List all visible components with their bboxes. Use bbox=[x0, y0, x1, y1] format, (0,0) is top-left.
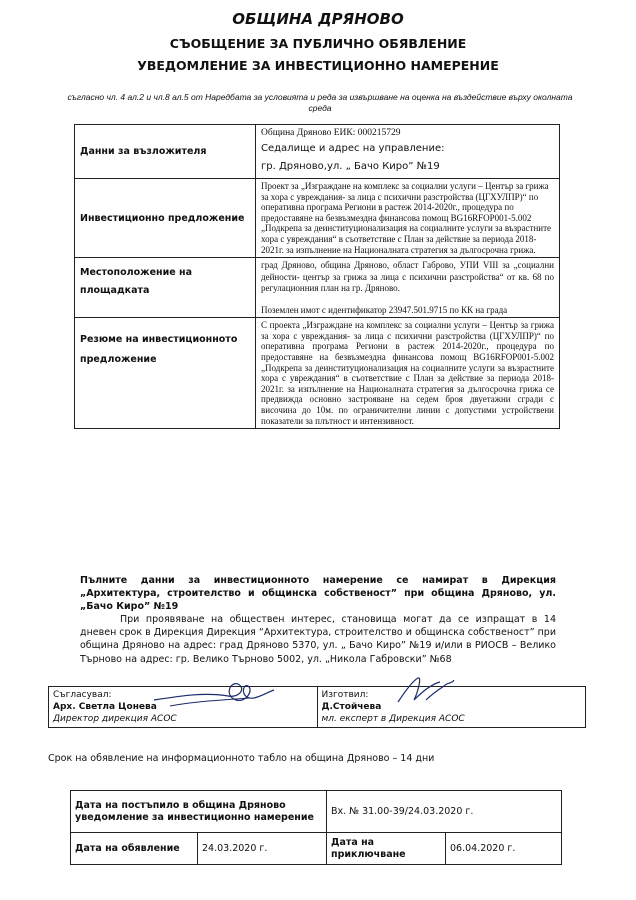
announcement-label: Дата на обявление bbox=[71, 833, 198, 865]
received-label: Дата на постъпило в община Дряново уведомление за инвестиционно намерение bbox=[71, 791, 327, 833]
signature-right bbox=[317, 687, 586, 728]
end-value: 06.04.2020 г. bbox=[446, 833, 562, 865]
dates-row-period bbox=[71, 833, 562, 865]
table-row-proposal bbox=[75, 179, 560, 258]
signature-left bbox=[49, 687, 318, 728]
assignor-line-1: Община Дряново ЕИК: 000215729 bbox=[261, 128, 401, 138]
assignor-value bbox=[256, 125, 560, 179]
assignor-line-2: Седалище и адрес на управление: bbox=[261, 143, 445, 154]
public-interest-text: При проявяване на обществен интерес, становища могат да се изпращат в 14 дневен срок в Дирекция Дирекция “Архитектура, строителство и общинска собственост” при община Дряново на адрес: град Дряново 5370, ул. „ Бачо Киро” №19 и/или в РИОСВ – Велико Търново на адрес: гр. Велико Търново 5002, ул. „Никола Габровски” №68 bbox=[80, 614, 556, 665]
approved-by-position: Директор дирекция АСОС bbox=[53, 714, 177, 724]
assignor-label: Данни за възложителя bbox=[75, 125, 256, 179]
received-value: Вх. № 31.00-39/24.03.2020 г. bbox=[327, 791, 562, 833]
table-row-location bbox=[75, 258, 560, 318]
location-value bbox=[256, 258, 560, 318]
table-row-assignor bbox=[75, 125, 560, 179]
prepared-by-role: Изготвил: bbox=[321, 690, 369, 700]
location-para-2: Поземлен имот с идентификатор 23947.501.9715 по КК на града bbox=[261, 304, 508, 315]
signatures-row bbox=[49, 687, 586, 728]
dates-table bbox=[70, 790, 562, 865]
prepared-by-position: мл. експерт в Дирекция АСОС bbox=[321, 714, 465, 724]
notice-title: СЪОБЩЕНИЕ ЗА ПУБЛИЧНО ОБЯВЛЕНИЕ bbox=[169, 36, 467, 51]
proposal-value: Проект за „Изграждане на комплекс за социални услуги – Център за грижа за хора с увреждания- за лица с психични разстройства (ЦГХУЛПР)“ по оперативна програма Региони в растеж 2014-2020г., процедура по предоставяне на безвъзмездна финансова помощ BG16RFOP001-5.002 „Подкрепа за деинституционализация на социалните услуги за възрастните хора с увреждания“ в съответствие с План за действие за периода 2018-2021г. за изпълнение на Националната стратегия за дългосрочна грижа. bbox=[256, 179, 560, 258]
proposal-label: Инвестиционно предложение bbox=[75, 179, 256, 258]
approved-by-role: Съгласувал: bbox=[53, 690, 112, 700]
municipality-title: ОБЩИНА ДРЯНОВО bbox=[232, 10, 404, 28]
end-label: Дата на приключване bbox=[327, 833, 446, 865]
signatures-table bbox=[48, 686, 586, 728]
dates-row-received bbox=[71, 791, 562, 833]
announcement-value: 24.03.2020 г. bbox=[198, 833, 327, 865]
investment-info-table bbox=[74, 124, 560, 429]
summary-label: Резюме на инвестиционното предложение bbox=[75, 318, 256, 429]
summary-value: С проекта „Изграждане на комплекс за социални услуги – Център за грижа за хора с увреждания- за лица с психични разстройства (ЦГХУЛПР)“ по оперативна програма Региони в растеж 2014-2020г., процедура по предоставяне на безвъзмездна финансова помощ BG16RFOP001-5.002 „Подкрепа за деинституционализация на социалните услуги за възрастните хора с увреждания“ в съответствие с План за действие за периода 2018-2021г. за изпълнение на Националната стратегия за дългосрочна грижа се предвижда основно застрояване на седем броя двуетажни сгради с височина до 10м. по ограничителни линии с допустими устройствени показатели за плътност и интензивност. bbox=[256, 318, 560, 429]
public-interest-paragraph bbox=[80, 613, 556, 666]
announcement-term: Срок на обявление на информационното табло на община Дряново – 14 дни bbox=[48, 753, 435, 764]
assignor-line-3: гр. Дряново,ул. „ Бачо Киро” №19 bbox=[261, 161, 440, 172]
full-data-note: Пълните данни за инвестиционното намерение се намират в Дирекция „Архитектура, строителство и общинска собственост” при община Дряново, ул. „Бачо Киро” №19 bbox=[80, 575, 556, 612]
location-label: Местоположение на площадката bbox=[75, 258, 256, 318]
table-row-summary bbox=[75, 318, 560, 429]
approved-by-name: Арх. Светла Цонева bbox=[53, 702, 157, 712]
location-para-1: град Дряново, община Дряново, област Габрово, УПИ VIII за „социални дейности- център за грижа за лица с психични разстройства“ от кв. 68 по регулационния план на гр. Дряново. bbox=[261, 260, 554, 294]
notification-title: УВЕДОМЛЕНИЕ ЗА ИНВЕСТИЦИОННО НАМЕРЕНИЕ bbox=[137, 58, 499, 73]
prepared-by-name: Д.Стойчева bbox=[321, 702, 382, 712]
legal-basis-note: съгласно чл. 4 ал.2 и чл.8 ал.5 от Наредбата за условията и реда за извършване на оценка на въздействие върху околната среда bbox=[67, 92, 573, 113]
